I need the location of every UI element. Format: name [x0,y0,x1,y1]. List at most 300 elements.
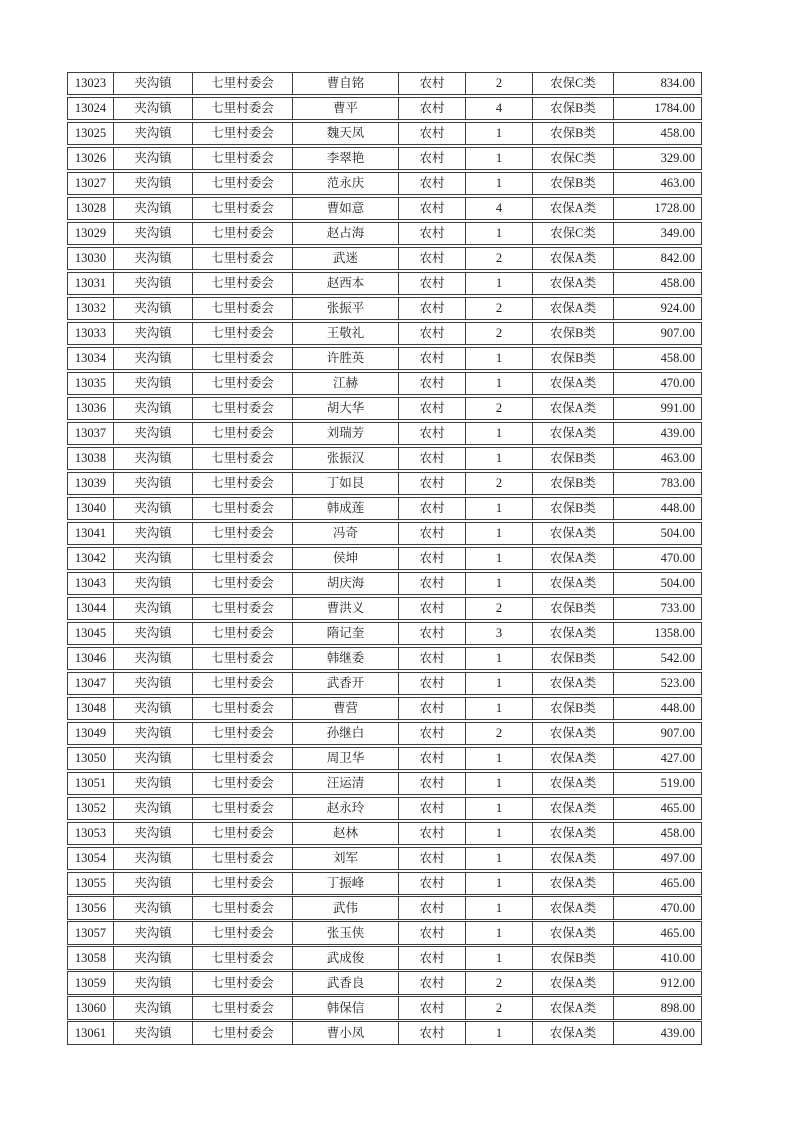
cell-person-count: 4 [466,198,533,219]
cell-amount: 427.00 [660,750,695,765]
cell-village-committee: 七里村委会 [193,548,293,569]
cell-village-committee: 七里村委会 [193,997,293,1018]
cell-category: 农村 [399,248,466,269]
cell-person-count: 1 [466,573,533,594]
cell-id: 13034 [68,348,114,369]
cell-town: 夹沟镇 [114,623,193,644]
cell-amount: 470.00 [660,376,695,391]
cell-insurance-type: 农保A类 [533,848,614,869]
cell-id: 13027 [68,173,114,194]
cell-person-name: 武迷 [293,248,399,269]
cell-village-committee: 七里村委会 [193,248,293,269]
cell-id: 13031 [68,273,114,294]
cell-id: 13042 [68,548,114,569]
cell-insurance-type: 农保A类 [533,773,614,794]
cell-category: 农村 [399,498,466,519]
table-row [67,447,702,470]
cell-town: 夹沟镇 [114,548,193,569]
table-row [67,97,702,120]
cell-insurance-type: 农保A类 [533,1022,614,1043]
cell-category: 农村 [399,922,466,943]
cell-amount: 448.00 [660,501,695,516]
cell-category: 农村 [399,123,466,144]
cell-amount: 542.00 [660,651,695,666]
cell-amount: 439.00 [660,426,695,441]
cell-person-name: 张振汉 [293,448,399,469]
table-row [67,822,702,845]
cell-insurance-type: 农保B类 [533,947,614,968]
cell-village-committee: 七里村委会 [193,1022,293,1043]
cell-id: 13036 [68,398,114,419]
cell-category: 农村 [399,648,466,669]
cell-person-count: 1 [466,223,533,244]
cell-person-count: 1 [466,523,533,544]
cell-village-committee: 七里村委会 [193,623,293,644]
cell-id: 13025 [68,123,114,144]
cell-town: 夹沟镇 [114,673,193,694]
cell-person-name: 魏天凤 [293,123,399,144]
cell-id: 13032 [68,298,114,319]
cell-person-name: 曹自铭 [293,73,399,94]
cell-village-committee: 七里村委会 [193,473,293,494]
cell-amount: 470.00 [660,551,695,566]
cell-town: 夹沟镇 [114,848,193,869]
table-row [67,497,702,520]
cell-insurance-type: 农保A类 [533,198,614,219]
cell-category: 农村 [399,823,466,844]
table-row [67,72,702,95]
cell-village-committee: 七里村委会 [193,98,293,119]
cell-person-name: 隋记奎 [293,623,399,644]
cell-person-name: 李翠艳 [293,148,399,169]
cell-village-committee: 七里村委会 [193,398,293,419]
cell-amount: 523.00 [660,676,695,691]
cell-id: 13041 [68,523,114,544]
cell-village-committee: 七里村委会 [193,198,293,219]
cell-insurance-type: 农保A类 [533,298,614,319]
cell-town: 夹沟镇 [114,348,193,369]
cell-category: 农村 [399,598,466,619]
cell-id: 13039 [68,473,114,494]
cell-person-count: 2 [466,323,533,344]
cell-person-count: 1 [466,498,533,519]
cell-person-count: 2 [466,298,533,319]
table-row [67,572,702,595]
cell-amount: 1358.00 [654,626,695,641]
cell-town: 夹沟镇 [114,148,193,169]
cell-person-count: 1 [466,748,533,769]
table-row [67,896,702,919]
cell-id: 13037 [68,423,114,444]
cell-person-name: 赵林 [293,823,399,844]
cell-person-name: 武成俊 [293,947,399,968]
cell-insurance-type: 农保A类 [533,972,614,993]
cell-insurance-type: 农保B类 [533,498,614,519]
cell-village-committee: 七里村委会 [193,173,293,194]
cell-category: 农村 [399,573,466,594]
cell-village-committee: 七里村委会 [193,897,293,918]
cell-person-count: 1 [466,448,533,469]
cell-person-name: 侯坤 [293,548,399,569]
cell-category: 农村 [399,323,466,344]
table-row [67,272,702,295]
cell-person-name: 曹平 [293,98,399,119]
cell-category: 农村 [399,897,466,918]
cell-person-count: 1 [466,673,533,694]
cell-category: 农村 [399,848,466,869]
cell-amount: 465.00 [660,800,695,815]
table-row [67,347,702,370]
cell-person-name: 曹洪义 [293,598,399,619]
cell-insurance-type: 农保B类 [533,448,614,469]
cell-insurance-type: 农保A类 [533,873,614,894]
cell-category: 农村 [399,198,466,219]
cell-amount: 504.00 [660,526,695,541]
cell-category: 农村 [399,698,466,719]
cell-village-committee: 七里村委会 [193,323,293,344]
cell-amount: 465.00 [660,875,695,890]
cell-person-name: 赵西本 [293,273,399,294]
cell-person-count: 1 [466,548,533,569]
cell-category: 农村 [399,997,466,1018]
table-row [67,222,702,245]
cell-village-committee: 七里村委会 [193,298,293,319]
cell-id: 13059 [68,972,114,993]
cell-town: 夹沟镇 [114,423,193,444]
table-row [67,697,702,720]
table-row [67,921,702,944]
cell-insurance-type: 农保A类 [533,823,614,844]
cell-village-committee: 七里村委会 [193,573,293,594]
cell-person-count: 1 [466,698,533,719]
cell-village-committee: 七里村委会 [193,223,293,244]
cell-insurance-type: 农保A类 [533,798,614,819]
cell-person-name: 武伟 [293,897,399,918]
cell-village-committee: 七里村委会 [193,423,293,444]
cell-person-name: 丁如艮 [293,473,399,494]
cell-person-name: 胡庆海 [293,573,399,594]
cell-person-count: 1 [466,947,533,968]
cell-person-name: 曹小凤 [293,1022,399,1043]
cell-person-name: 刘瑞芳 [293,423,399,444]
cell-person-name: 周卫华 [293,748,399,769]
cell-id: 13049 [68,723,114,744]
cell-village-committee: 七里村委会 [193,673,293,694]
table-row [67,797,702,820]
cell-person-name: 刘军 [293,848,399,869]
cell-person-count: 1 [466,798,533,819]
cell-town: 夹沟镇 [114,972,193,993]
cell-insurance-type: 农保B类 [533,598,614,619]
cell-id: 13054 [68,848,114,869]
table-row [67,1021,702,1044]
cell-town: 夹沟镇 [114,123,193,144]
cell-person-name: 范永庆 [293,173,399,194]
cell-town: 夹沟镇 [114,273,193,294]
cell-person-count: 1 [466,1022,533,1043]
table-row [67,622,702,645]
cell-person-name: 曹如意 [293,198,399,219]
cell-amount: 349.00 [660,226,695,241]
cell-person-count: 1 [466,423,533,444]
cell-amount: 907.00 [660,725,695,740]
cell-insurance-type: 农保C类 [533,223,614,244]
cell-category: 农村 [399,98,466,119]
cell-amount: 410.00 [660,950,695,965]
cell-village-committee: 七里村委会 [193,947,293,968]
cell-insurance-type: 农保A类 [533,748,614,769]
table-row [67,422,702,445]
cell-id: 13046 [68,648,114,669]
table-row [67,322,702,345]
cell-person-count: 1 [466,897,533,918]
cell-person-count: 4 [466,98,533,119]
cell-id: 13052 [68,798,114,819]
table-row [67,747,702,770]
cell-category: 农村 [399,972,466,993]
cell-village-committee: 七里村委会 [193,873,293,894]
cell-category: 农村 [399,298,466,319]
cell-person-name: 江赫 [293,373,399,394]
cell-town: 夹沟镇 [114,173,193,194]
cell-town: 夹沟镇 [114,448,193,469]
cell-town: 夹沟镇 [114,873,193,894]
cell-amount: 783.00 [660,476,695,491]
cell-insurance-type: 农保C类 [533,148,614,169]
cell-amount: 458.00 [660,351,695,366]
cell-village-committee: 七里村委会 [193,148,293,169]
table-row [67,996,702,1019]
cell-village-committee: 七里村委会 [193,273,293,294]
cell-person-count: 2 [466,398,533,419]
table-row [67,372,702,395]
cell-village-committee: 七里村委会 [193,598,293,619]
cell-category: 农村 [399,173,466,194]
cell-town: 夹沟镇 [114,98,193,119]
cell-person-count: 1 [466,123,533,144]
cell-amount: 465.00 [660,925,695,940]
cell-insurance-type: 农保B类 [533,173,614,194]
cell-amount: 458.00 [660,825,695,840]
cell-person-name: 许胜英 [293,348,399,369]
cell-village-committee: 七里村委会 [193,972,293,993]
cell-town: 夹沟镇 [114,723,193,744]
cell-town: 夹沟镇 [114,248,193,269]
cell-village-committee: 七里村委会 [193,648,293,669]
cell-insurance-type: 农保B类 [533,348,614,369]
cell-person-count: 2 [466,598,533,619]
cell-insurance-type: 农保A类 [533,523,614,544]
cell-person-count: 2 [466,248,533,269]
cell-category: 农村 [399,148,466,169]
table-row [67,547,702,570]
cell-town: 夹沟镇 [114,773,193,794]
cell-village-committee: 七里村委会 [193,348,293,369]
cell-amount: 991.00 [660,401,695,416]
cell-town: 夹沟镇 [114,748,193,769]
cell-village-committee: 七里村委会 [193,448,293,469]
cell-insurance-type: 农保C类 [533,73,614,94]
cell-town: 夹沟镇 [114,498,193,519]
cell-person-name: 赵永玲 [293,798,399,819]
cell-village-committee: 七里村委会 [193,798,293,819]
cell-insurance-type: 农保A类 [533,723,614,744]
cell-person-name: 曹营 [293,698,399,719]
table-row [67,147,702,170]
cell-town: 夹沟镇 [114,198,193,219]
cell-category: 农村 [399,798,466,819]
cell-id: 13047 [68,673,114,694]
cell-person-name: 冯奇 [293,523,399,544]
cell-category: 农村 [399,523,466,544]
cell-person-count: 2 [466,473,533,494]
cell-id: 13056 [68,897,114,918]
cell-amount: 463.00 [660,176,695,191]
cell-village-committee: 七里村委会 [193,498,293,519]
cell-person-name: 汪运清 [293,773,399,794]
cell-amount: 504.00 [660,576,695,591]
cell-category: 农村 [399,623,466,644]
cell-amount: 1728.00 [654,201,695,216]
cell-id: 13028 [68,198,114,219]
cell-category: 农村 [399,773,466,794]
cell-insurance-type: 农保A类 [533,548,614,569]
cell-category: 农村 [399,473,466,494]
cell-village-committee: 七里村委会 [193,698,293,719]
cell-town: 夹沟镇 [114,947,193,968]
cell-id: 13043 [68,573,114,594]
cell-town: 夹沟镇 [114,1022,193,1043]
cell-category: 农村 [399,398,466,419]
table-row [67,122,702,145]
cell-amount: 912.00 [660,975,695,990]
cell-town: 夹沟镇 [114,698,193,719]
cell-person-count: 1 [466,773,533,794]
cell-category: 农村 [399,223,466,244]
table-row [67,971,702,994]
cell-id: 13040 [68,498,114,519]
cell-person-name: 韩继委 [293,648,399,669]
table-row [67,647,702,670]
cell-id: 13030 [68,248,114,269]
table-row [67,522,702,545]
cell-town: 夹沟镇 [114,573,193,594]
cell-id: 13033 [68,323,114,344]
cell-insurance-type: 农保A类 [533,373,614,394]
cell-amount: 898.00 [660,1000,695,1015]
cell-town: 夹沟镇 [114,922,193,943]
cell-insurance-type: 农保A类 [533,248,614,269]
cell-town: 夹沟镇 [114,223,193,244]
table-row [67,197,702,220]
cell-category: 农村 [399,448,466,469]
cell-town: 夹沟镇 [114,798,193,819]
cell-village-committee: 七里村委会 [193,123,293,144]
cell-village-committee: 七里村委会 [193,73,293,94]
cell-insurance-type: 农保A类 [533,398,614,419]
cell-amount: 842.00 [660,251,695,266]
cell-insurance-type: 农保A类 [533,673,614,694]
cell-insurance-type: 农保A类 [533,573,614,594]
cell-person-count: 1 [466,873,533,894]
cell-amount: 458.00 [660,276,695,291]
cell-village-committee: 七里村委会 [193,823,293,844]
payment-table [67,72,702,1046]
cell-amount: 497.00 [660,850,695,865]
cell-person-count: 1 [466,273,533,294]
cell-insurance-type: 农保B类 [533,473,614,494]
cell-person-count: 1 [466,922,533,943]
cell-insurance-type: 农保B类 [533,648,614,669]
cell-person-count: 2 [466,997,533,1018]
cell-person-name: 张振平 [293,298,399,319]
table-row [67,172,702,195]
cell-id: 13045 [68,623,114,644]
cell-category: 农村 [399,548,466,569]
cell-town: 夹沟镇 [114,523,193,544]
cell-insurance-type: 农保A类 [533,897,614,918]
cell-village-committee: 七里村委会 [193,922,293,943]
cell-id: 13038 [68,448,114,469]
cell-category: 农村 [399,748,466,769]
cell-person-count: 1 [466,848,533,869]
cell-village-committee: 七里村委会 [193,748,293,769]
table-row [67,672,702,695]
table-row [67,946,702,969]
cell-town: 夹沟镇 [114,398,193,419]
cell-amount: 439.00 [660,1025,695,1040]
table-row [67,397,702,420]
cell-amount: 907.00 [660,326,695,341]
cell-insurance-type: 农保B类 [533,323,614,344]
cell-person-name: 王敬礼 [293,323,399,344]
cell-amount: 834.00 [660,76,695,91]
table-row [67,872,702,895]
cell-town: 夹沟镇 [114,473,193,494]
cell-town: 夹沟镇 [114,73,193,94]
cell-town: 夹沟镇 [114,598,193,619]
cell-id: 13050 [68,748,114,769]
cell-town: 夹沟镇 [114,373,193,394]
cell-id: 13024 [68,98,114,119]
cell-person-name: 韩保信 [293,997,399,1018]
cell-id: 13051 [68,773,114,794]
cell-category: 农村 [399,947,466,968]
cell-id: 13053 [68,823,114,844]
cell-person-name: 韩成莲 [293,498,399,519]
table-row [67,772,702,795]
cell-insurance-type: 农保A类 [533,922,614,943]
cell-person-name: 赵占海 [293,223,399,244]
cell-village-committee: 七里村委会 [193,723,293,744]
cell-person-count: 1 [466,373,533,394]
cell-id: 13023 [68,73,114,94]
cell-amount: 458.00 [660,126,695,141]
cell-village-committee: 七里村委会 [193,373,293,394]
cell-town: 夹沟镇 [114,823,193,844]
cell-amount: 463.00 [660,451,695,466]
cell-person-name: 武香开 [293,673,399,694]
cell-id: 13035 [68,373,114,394]
cell-category: 农村 [399,723,466,744]
cell-category: 农村 [399,673,466,694]
cell-person-count: 1 [466,823,533,844]
cell-town: 夹沟镇 [114,648,193,669]
cell-category: 农村 [399,348,466,369]
table-row [67,297,702,320]
cell-person-count: 1 [466,648,533,669]
cell-person-count: 1 [466,348,533,369]
